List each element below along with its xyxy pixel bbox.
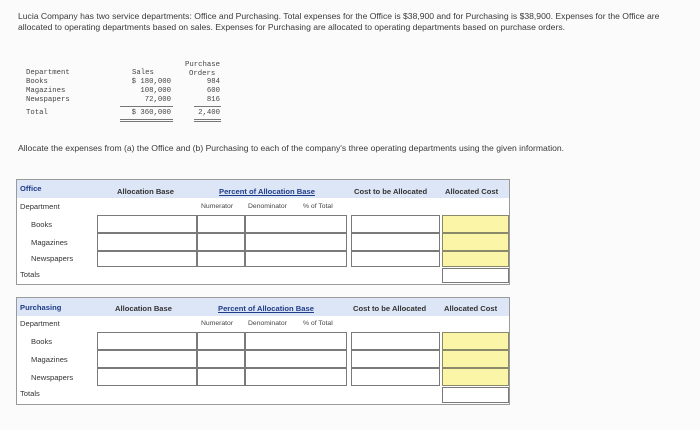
row-label-magazines: Magazines <box>26 87 66 95</box>
office-allocated-input-newspapers[interactable] <box>442 251 509 267</box>
purchasing-base-input-newspapers[interactable] <box>97 368 197 386</box>
total-double-rule-orders-2 <box>194 121 221 122</box>
orders-newspapers: 816 <box>206 96 220 104</box>
purchasing-pct-total-label: % of Total <box>303 320 333 327</box>
purchasing-allocation-table <box>16 297 510 405</box>
office-department-label: Department <box>20 202 60 211</box>
question-text: Allocate the expenses from (a) the Office and (b) Purchasing to each of the company's three operating departments using the given information. <box>18 143 565 153</box>
sales-newspapers: 72,000 <box>144 96 171 104</box>
total-double-rule-orders-1 <box>194 119 221 120</box>
office-numerator-input-newspapers[interactable] <box>197 251 245 267</box>
col-header-orders: Orders <box>189 70 216 78</box>
office-cost-input-books[interactable] <box>351 215 440 233</box>
office-numerator-input-magazines[interactable] <box>197 233 245 251</box>
purchasing-row-totals: Totals <box>20 389 40 398</box>
office-numerator-input-books[interactable] <box>197 215 245 233</box>
sales-books: $ 180,000 <box>131 78 171 86</box>
office-denominator-input-magazines[interactable] <box>245 233 347 251</box>
purchasing-allocated-input-newspapers[interactable] <box>442 368 509 386</box>
office-base-input-newspapers[interactable] <box>97 251 197 267</box>
purchasing-denominator-input-magazines[interactable] <box>245 350 347 368</box>
col-header-sales: Sales <box>132 69 154 77</box>
purchasing-denominator-input-books[interactable] <box>245 332 347 350</box>
orders-total: 2,400 <box>198 109 220 117</box>
col-header-department: Department <box>26 69 70 77</box>
purchasing-cost-header: Cost to be Allocated <box>353 304 427 313</box>
office-allocation-table <box>16 179 510 285</box>
purchasing-row-magazines: Magazines <box>31 355 68 364</box>
col-header-purchase: Purchase <box>185 61 221 69</box>
office-cost-input-magazines[interactable] <box>351 233 440 251</box>
purchasing-denominator-input-newspapers[interactable] <box>245 368 347 386</box>
subtotal-rule-sales <box>120 106 173 107</box>
sales-total: $ 360,000 <box>131 109 171 117</box>
purchasing-allocation-base-header: Allocation Base <box>115 304 172 313</box>
purchasing-base-input-books[interactable] <box>97 332 197 350</box>
data-table <box>20 60 240 130</box>
office-numerator-label: Numerator <box>201 203 234 210</box>
office-percent-header: Percent of Allocation Base <box>219 187 315 196</box>
office-base-input-books[interactable] <box>97 215 197 233</box>
purchasing-row-newspapers: Newspapers <box>31 373 74 382</box>
orders-magazines: 600 <box>206 87 220 95</box>
office-row-newspapers: Newspapers <box>31 254 74 263</box>
purchasing-numerator-input-magazines[interactable] <box>197 350 245 368</box>
office-allocated-header: Allocated Cost <box>445 187 499 196</box>
office-denominator-input-newspapers[interactable] <box>245 251 347 267</box>
subtotal-rule-orders <box>194 106 221 107</box>
purchasing-base-input-magazines[interactable] <box>97 350 197 368</box>
purchasing-allocated-header: Allocated Cost <box>444 304 498 313</box>
office-denominator-label: Denominator <box>248 203 287 210</box>
purchasing-cost-input-newspapers[interactable] <box>351 368 440 386</box>
row-label-books: Books <box>26 78 48 86</box>
sales-magazines: 108,000 <box>140 87 171 95</box>
problem-intro: Lucia Company has two service departments: Office and Purchasing. Total expenses for the Office is $38,900 and for Purchasing is $38,900. Expenses for the Office are allocated to operating departments based on sales. Expenses for Purchasing are allocated to operating departments based on purchase orders. <box>18 11 660 32</box>
office-base-input-magazines[interactable] <box>97 233 197 251</box>
total-double-rule-sales-2 <box>120 121 173 122</box>
office-allocation-base-header: Allocation Base <box>117 187 174 196</box>
purchasing-allocated-input-books[interactable] <box>442 332 509 350</box>
purchasing-allocated-total-input[interactable] <box>442 387 509 403</box>
purchasing-numerator-input-books[interactable] <box>197 332 245 350</box>
purchasing-cost-input-books[interactable] <box>351 332 440 350</box>
office-cost-input-newspapers[interactable] <box>351 251 440 267</box>
purchasing-percent-header: Percent of Allocation Base <box>218 304 314 313</box>
purchasing-denominator-label: Denominator <box>248 320 287 327</box>
row-label-newspapers: Newspapers <box>26 96 70 104</box>
orders-books: 984 <box>206 78 220 86</box>
purchasing-department-label: Department <box>20 319 60 328</box>
office-denominator-input-books[interactable] <box>245 215 347 233</box>
purchasing-numerator-label: Numerator <box>201 320 234 327</box>
office-allocated-total-input[interactable] <box>442 268 509 283</box>
total-double-rule-sales-1 <box>120 119 173 120</box>
office-title: Office <box>20 184 42 193</box>
office-allocated-input-books[interactable] <box>442 215 509 233</box>
office-row-magazines: Magazines <box>31 238 68 247</box>
office-row-totals: Totals <box>20 270 40 279</box>
office-pct-total-label: % of Total <box>303 203 333 210</box>
purchasing-allocated-input-magazines[interactable] <box>442 350 509 368</box>
purchasing-title: Purchasing <box>20 303 62 312</box>
office-row-books: Books <box>31 220 53 229</box>
purchasing-row-books: Books <box>31 337 53 346</box>
office-allocated-input-magazines[interactable] <box>442 233 509 251</box>
row-label-total: Total <box>26 109 48 117</box>
purchasing-cost-input-magazines[interactable] <box>351 350 440 368</box>
office-cost-header: Cost to be Allocated <box>354 187 428 196</box>
purchasing-numerator-input-newspapers[interactable] <box>197 368 245 386</box>
